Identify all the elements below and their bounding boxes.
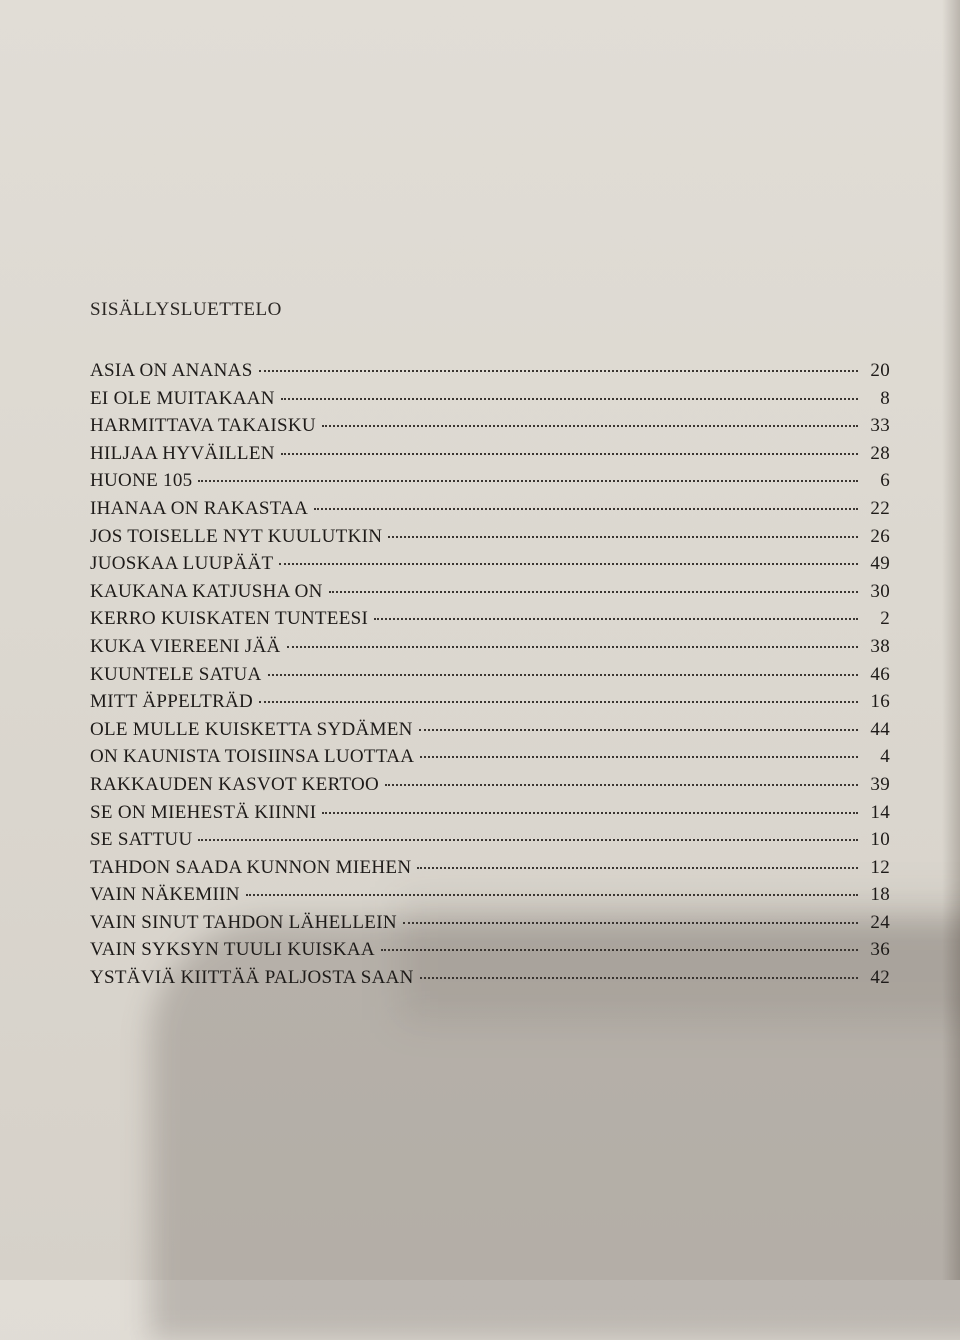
dot-leader — [374, 618, 858, 620]
toc-entry-title: YSTÄVIÄ KIITTÄÄ PALJOSTA SAAN — [90, 967, 414, 989]
toc-entry-title: EI OLE MUITAKAAN — [90, 387, 275, 409]
toc-entry-title: SE ON MIEHESTÄ KIINNI — [90, 801, 317, 823]
toc-entry-page: 24 — [870, 911, 890, 933]
toc-entry-page: 16 — [870, 691, 890, 713]
toc-entry-title: KUUNTELE SATUA — [90, 663, 262, 685]
toc-entry — [90, 829, 890, 857]
toc-entry-page: 36 — [870, 939, 890, 961]
toc-entry — [90, 746, 890, 774]
toc-entry — [90, 415, 890, 443]
toc-entry-page: 2 — [880, 608, 890, 630]
toc-entry-title: IHANAA ON RAKASTAA — [90, 497, 309, 519]
toc-entry-title: KAUKANA KATJUSHA ON — [90, 580, 323, 602]
toc-entry — [90, 884, 890, 912]
toc-entry — [90, 443, 890, 471]
dot-leader — [259, 701, 858, 703]
dot-leader — [385, 784, 858, 786]
dot-leader — [420, 977, 858, 979]
toc-heading: SISÄLLYSLUETTELO — [90, 299, 282, 320]
dot-leader — [279, 563, 858, 565]
toc-entry — [90, 608, 890, 636]
toc-entry-title: KERRO KUISKATEN TUNTEESI — [90, 608, 369, 630]
toc-entry-page: 49 — [870, 553, 890, 575]
dot-leader — [419, 729, 858, 731]
toc-entry-page: 20 — [870, 360, 890, 381]
dot-leader — [198, 839, 858, 841]
dot-leader — [259, 370, 858, 372]
dot-leader — [314, 508, 858, 510]
dot-leader — [381, 949, 858, 951]
toc-entry-title: VAIN SINUT TAHDON LÄHELLEIN — [90, 911, 397, 933]
toc-entry-page: 39 — [870, 773, 890, 795]
toc-entry — [90, 719, 890, 747]
toc-entry-page: 38 — [870, 635, 890, 657]
toc-entry-title: SE SATTUU — [90, 829, 193, 851]
toc-entry-page: 8 — [880, 387, 890, 409]
toc-entry-title: HILJAA HYVÄILLEN — [90, 442, 275, 464]
toc-entry-title: JOS TOISELLE NYT KUULUTKIN — [90, 525, 383, 547]
toc-entry — [90, 691, 890, 719]
dot-leader — [287, 646, 858, 648]
toc-entry — [90, 498, 890, 526]
dot-leader — [198, 480, 858, 482]
toc-entry — [90, 774, 890, 802]
toc-entry-title: VAIN SYKSYN TUULI KUISKAA — [90, 939, 375, 961]
toc-entry — [90, 967, 890, 995]
toc-entry-title: ASIA ON ANANAS — [90, 360, 253, 381]
dot-leader — [322, 425, 858, 427]
table-of-contents — [90, 296, 890, 995]
toc-entry-title: HUONE 105 — [90, 470, 193, 492]
toc-entry-page: 26 — [870, 525, 890, 547]
toc-entry-page: 46 — [870, 663, 890, 685]
dot-leader — [388, 536, 858, 538]
toc-entry-title: OLE MULLE KUISKETTA SYDÄMEN — [90, 718, 413, 740]
toc-entry — [90, 636, 890, 664]
toc-entry-page: 44 — [870, 718, 890, 740]
toc-entry — [90, 939, 890, 967]
toc-entry — [90, 581, 890, 609]
dot-leader — [268, 674, 859, 676]
toc-entry-page: 33 — [870, 415, 890, 437]
toc-list — [90, 360, 890, 995]
toc-entry — [90, 802, 890, 830]
toc-entry-title: MITT ÄPPELTRÄD — [90, 691, 254, 713]
toc-entry — [90, 912, 890, 940]
toc-entry-page: 18 — [870, 884, 890, 906]
toc-entry-page: 4 — [880, 746, 890, 768]
toc-entry-page: 42 — [870, 967, 890, 989]
toc-entry-title: ON KAUNISTA TOISIINSA LUOTTAA — [90, 746, 415, 768]
toc-entry — [90, 857, 890, 885]
toc-entry-title: VAIN NÄKEMIIN — [90, 884, 240, 906]
toc-entry — [90, 664, 890, 692]
toc-entry — [90, 388, 890, 416]
toc-entry — [90, 470, 890, 498]
dot-leader — [246, 894, 858, 896]
toc-entry — [90, 360, 890, 388]
dot-leader — [281, 398, 858, 400]
toc-entry-page: 6 — [880, 470, 890, 492]
toc-entry — [90, 526, 890, 554]
toc-entry-title: KUKA VIEREENI JÄÄ — [90, 635, 281, 657]
dot-leader — [322, 812, 858, 814]
toc-entry-page: 30 — [870, 580, 890, 602]
toc-entry — [90, 553, 890, 581]
dot-leader — [329, 591, 858, 593]
toc-entry-title: RAKKAUDEN KASVOT KERTOO — [90, 773, 380, 795]
toc-entry-page: 14 — [870, 801, 890, 823]
dot-leader — [417, 867, 858, 869]
toc-entry-title: JUOSKAA LUUPÄÄT — [90, 553, 274, 575]
dot-leader — [281, 453, 858, 455]
dot-leader — [403, 922, 858, 924]
toc-entry-title: HARMITTAVA TAKAISKU — [90, 415, 316, 437]
toc-entry-page: 22 — [870, 497, 890, 519]
toc-entry-page: 28 — [870, 442, 890, 464]
dot-leader — [420, 756, 858, 758]
toc-entry-page: 12 — [870, 856, 890, 878]
toc-entry-page: 10 — [870, 829, 890, 851]
toc-entry-title: TAHDON SAADA KUNNON MIEHEN — [90, 856, 412, 878]
